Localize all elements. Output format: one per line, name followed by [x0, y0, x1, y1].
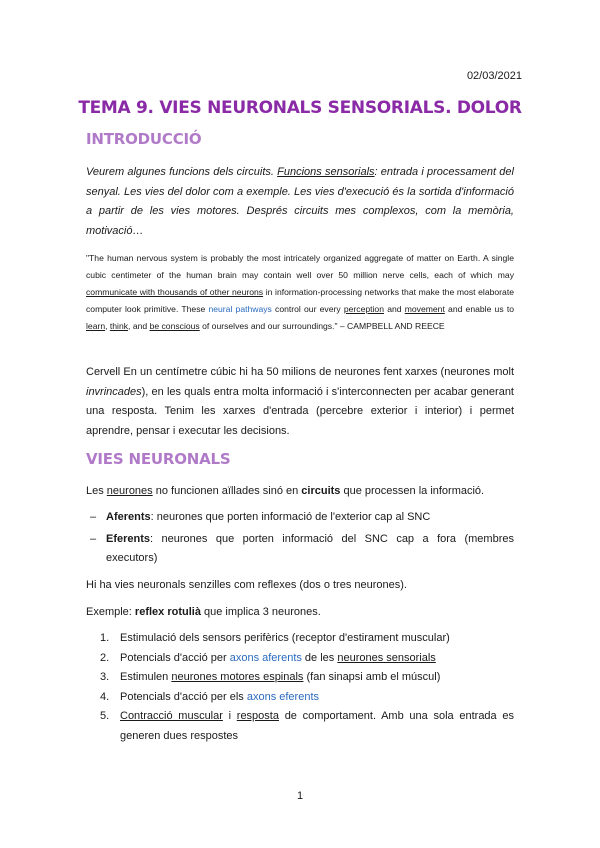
- reflexes-paragraph: Hi ha vies neuronals senzilles com reflexes (dos o tres neurones).: [86, 579, 407, 591]
- page-title: TEMA 9. VIES NEURONALS SENSORIALS. DOLOR: [78, 98, 522, 118]
- reflex-steps-list: [86, 629, 514, 746]
- afferent-efferent-list: [86, 508, 514, 571]
- list-item: 2. Potencials d'acció per axons aferents de les neurones sensorials: [100, 651, 436, 664]
- intro-paragraph: Veurem algunes funcions dels circuits. Funcions sensorials: entrada i processament del senyal. Les vies del dolor com a exemple. Les vies d'execució és la sortida d'informació a partir de les vies motores. Després circuits mes complexos, com la memòria, motivació…: [86, 166, 514, 237]
- list-item: 3. Estimulen neurones motores espinals (fan sinapsi amb el múscul): [100, 671, 441, 683]
- list-item: 4. Potencials d'acció per els axons eferents: [100, 690, 319, 703]
- section-heading-introduccio: INTRODUCCIÓ: [86, 130, 202, 148]
- neural-pathways-highlight: neural pathways: [208, 304, 272, 314]
- neurones-paragraph: Les neurones no funcionen aïllades sinó en circuits que processen la informació.: [86, 485, 485, 497]
- document-date: 02/03/2021: [466, 70, 522, 82]
- list-item: – Eferents: neurones que porten informació del SNC cap a fora (membres executors): [90, 533, 514, 564]
- page-number: 1: [296, 790, 304, 802]
- example-paragraph: Exemple: reflex rotulià que implica 3 neurones.: [86, 606, 321, 618]
- list-item: – Aferents: neurones que porten informació de l'exterior cap al SNC: [90, 511, 431, 523]
- campbell-quote: "The human nervous system is probably the most intricately organized aggregate of matter on Earth. A single cubic centimeter of the human brain may contain well over 50 million nerve cells, each of which may communicate with thousands of other neurons in information-processing networks that make the most elaborate computer look primitive. These neural pathways control our every perception and movement and enable us to learn, think, and be conscious of ourselves and our surroundings." – CAMPBELL AND REECE: [86, 253, 514, 331]
- section-heading-vies-neuronals: VIES NEURONALS: [86, 450, 231, 468]
- list-item: 1. Estimulació dels sensors perifèrics (receptor d'estirament muscular): [100, 632, 450, 644]
- cervell-paragraph: Cervell En un centímetre cúbic hi ha 50 milions de neurones fent xarxes (neurones molt invrincades), en les quals entra molta informació i s'interconnecten per acabar generant una resposta. Tenim les xarxes d'entrada (percebre exterior i interior) i permet aprendre, pensar i executar les decisions.: [86, 366, 514, 437]
- list-item: 5. Contracció muscular i resposta de comportament. Amb una sola entrada es generen dues respostes: [100, 710, 514, 742]
